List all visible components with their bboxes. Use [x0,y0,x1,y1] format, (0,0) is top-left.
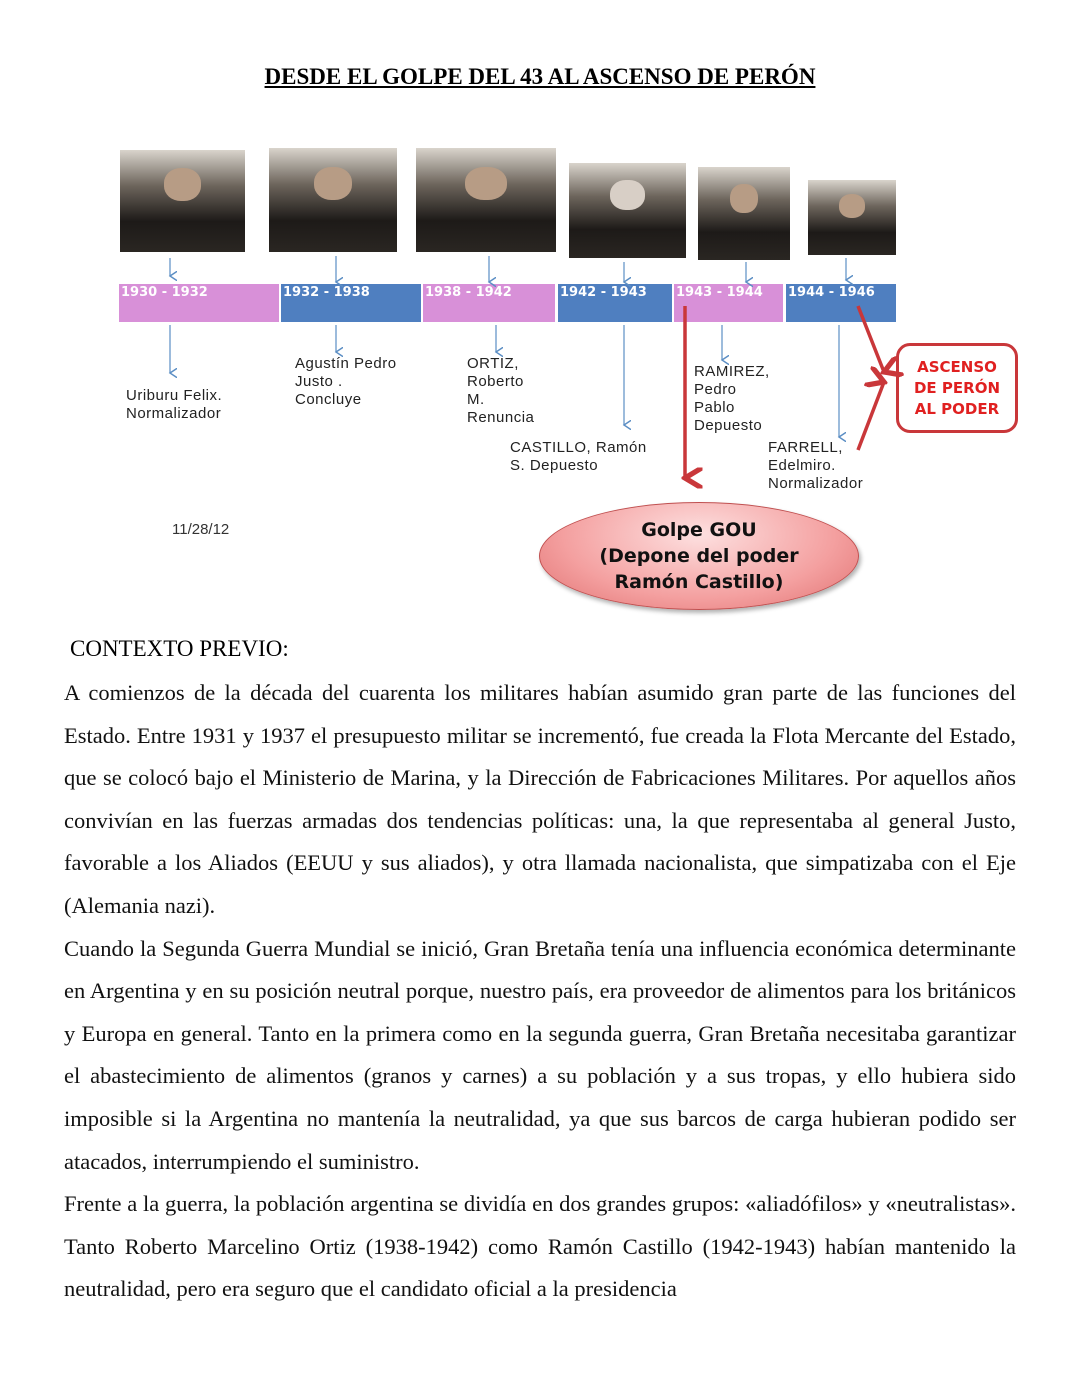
page-title: DESDE EL GOLPE DEL 43 AL ASCENSO DE PERÓN [264,64,816,89]
label-ramirez: RAMIREZ, Pedro Pablo Depuesto [694,363,770,434]
ascenso-peron-box: ASCENSO DE PERÓN AL PODER [896,343,1018,433]
label-uriburu: Uriburu Felix. Normalizador [126,387,223,422]
period-1943-1944: 1943 - 1944 [674,284,783,322]
paragraph: A comienzos de la década del cuarenta los militares habían asumido gran parte de las funciones del Estado. Entre 1931 y 1937 el presupuesto militar se incrementó, fue creada la Flota Mercante del Estado, que se colocó bajo el Ministerio de Marina, y la Dirección de Fabricaciones Militares. Por aquellos años convivían en las fuerzas armadas dos tendencias políticas: una, la que representaba al general Justo, favorable a los Aliados (EEUU y sus aliados), y otra llamada nacionalista, que simpatizaba con el Eje (Alemania nazi). [64,680,1016,918]
period-1942-1943: 1942 - 1943 [558,284,672,322]
period-1938-1942: 1938 - 1942 [423,284,555,322]
label-justo: Agustín Pedro Justo . Concluye [295,355,397,408]
slide-date: 11/28/12 [172,521,230,538]
section-heading: CONTEXTO PREVIO: [70,636,289,661]
paragraph: Cuando la Segunda Guerra Mundial se inició, Gran Bretaña tenía una influencia económica determinante en Argentina y en su posición neutral porque, nuestro país, era proveedor de alimentos para los británicos y Europa en general. Tanto en la primera como en la segunda guerra, Gran Bretaña necesitaba garantizar el abastecimiento de alimentos (granos y carnes) a su población y a sus tropas, y ello hubiera sido imposible si la Argentina no mantenía la neutralidad, ya que sus barcos de carga hubieran podido ser atacados, interrumpiendo el suministro. [64,935,1016,1174]
period-1932-1938: 1932 - 1938 [281,284,421,322]
body-text [64,672,1016,1311]
golpe-gou-ellipse: Golpe GOU (Depone del poder Ramón Castillo) [539,502,859,610]
period-1944-1946: 1944 - 1946 [786,284,896,322]
label-farrell: FARRELL, Edelmiro. Normalizador [768,439,864,492]
paragraph: Frente a la guerra, la población argentina se dividía en dos grandes grupos: «aliadófilos» y «neutralistas». Tanto Roberto Marcelino Ortiz (1938-1942) como Ramón Castillo (1942-1943) habían mantenido la neutralidad, pero era seguro que el candidato oficial a la presidencia [64,1191,1016,1302]
label-castillo: CASTILLO, Ramón S. Depuesto [510,439,647,474]
period-1930-1932: 1930 - 1932 [119,284,279,322]
label-ortiz: ORTIZ, Roberto M. Renuncia [467,355,535,426]
